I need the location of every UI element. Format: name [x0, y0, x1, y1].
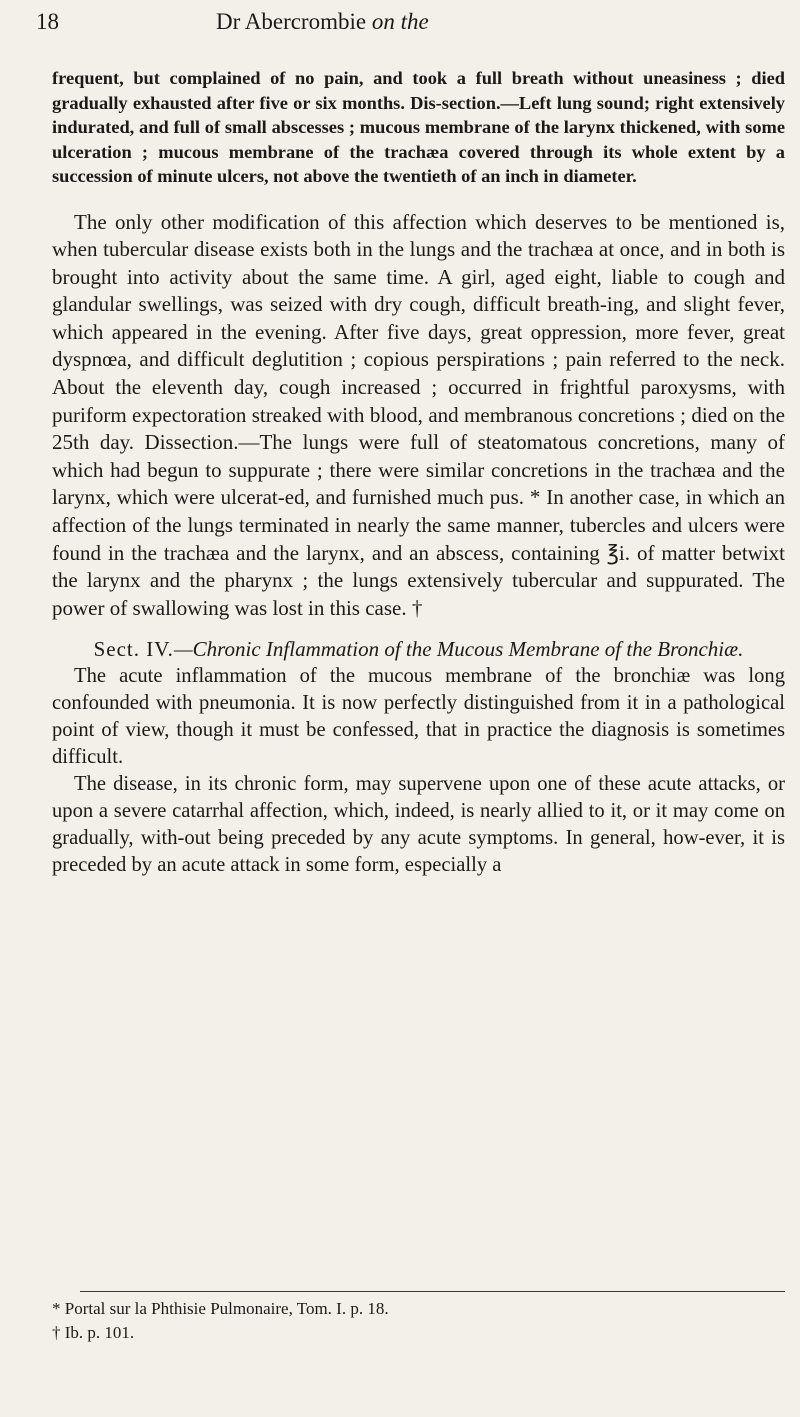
- footnote-rule: [80, 1291, 785, 1292]
- page-body: [52, 66, 785, 879]
- footnote-1: * Portal sur la Phthisie Pulmonaire, Tom. I. p. 18.: [52, 1299, 389, 1318]
- paragraph-acute-inflammation: The acute inflammation of the mucous membrane of the bronchiæ was long confounded with pneumonia. It is now perfectly distinguished from it in a pathological point of view, though it must be confessed, that in practice the diagnosis is sometimes difficult.: [52, 665, 785, 769]
- paragraph-chronic-form: The disease, in its chronic form, may supervene upon one of these acute attacks, or upon a severe catarrhal affection, which, indeed, is nearly allied to it, or it may come on gradually, with-out being preceded by any acute symptoms. In general, how-ever, it is preceded by an acute attack in some form, especially a: [52, 773, 785, 877]
- running-title-italic: on the: [371, 9, 429, 34]
- footnotes: [52, 1297, 772, 1345]
- section-heading: [52, 636, 785, 663]
- paragraph-tubercular-modification: The only other modification of this affection which deserves to be mentioned is, when tubercular disease exists both in the lungs and the trachæa at once, and in both is brought into activity about the same time. A girl, aged eight, liable to cough and glandular swellings, was seized with dry cough, difficult breath-ing, and slight fever, which appeared in the evening. After five days, great oppression, more fever, great dyspnœa, and difficult deglutition ; copious perspirations ; pain referred to the neck. About the eleventh day, cough increased ; occurred in frightful paroxysms, with puriform expectoration streaked with blood, and membranous concretions ; died on the 25th day. Dissection.—The lungs were full of steatomatous concretions, many of which had begun to suppurate ; there were similar concretions in the trachæa and the larynx, which were ulcerat-ed, and furnished much pus. * In another case, in which an affection of the lungs terminated in nearly the same manner, tubercles and ulcers were found in the trachæa and the larynx, and an abscess, containing ℥i. of matter betwixt the larynx and the pharynx ; the lungs extensively tubercular and suppurated. The power of swallowing was lost in this case. †: [52, 209, 785, 620]
- paragraph-case-continued: frequent, but complained of no pain, and took a full breath without uneasiness ; died gradually exhausted after five or six months. Dis-section.—Left lung sound; right extensively indurated, and full of small abscesses ; mucous membrane of the larynx thickened, with some ulceration ; mucous membrane of the trachæa covered through its whole extent by a succession of minute ulcers, not above the twentieth of an inch in diameter.: [52, 68, 785, 186]
- running-title-plain: Dr Abercrombie: [216, 9, 372, 34]
- footnote-2: † Ib. p. 101.: [52, 1323, 135, 1342]
- section-label: Sect. IV.: [93, 637, 174, 662]
- running-title: [216, 4, 429, 40]
- page-header: [36, 4, 760, 40]
- section-title: —Chronic Inflammation of the Mucous Membrane of the Bronchiæ.: [173, 637, 744, 662]
- page-number: 18: [36, 9, 59, 34]
